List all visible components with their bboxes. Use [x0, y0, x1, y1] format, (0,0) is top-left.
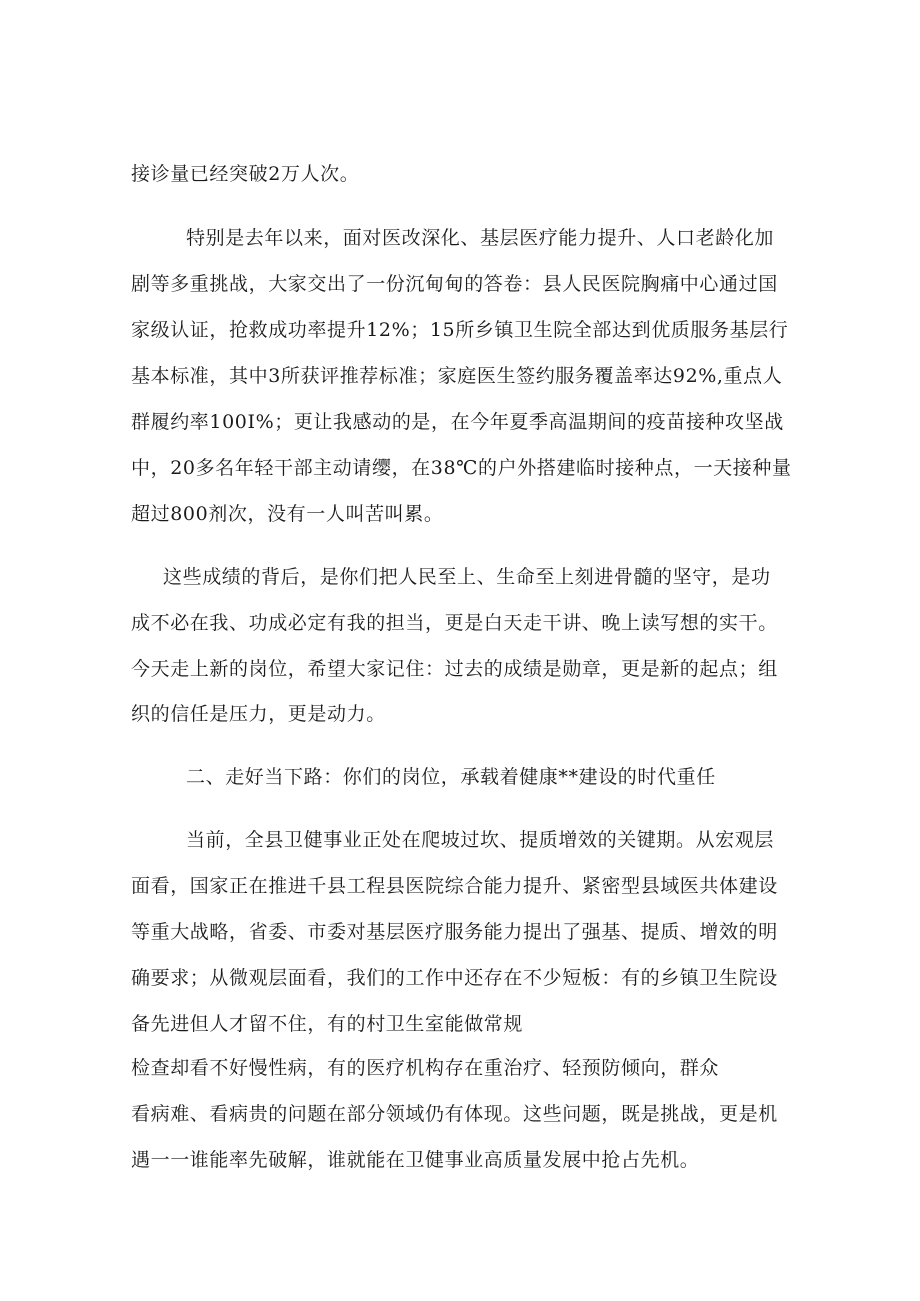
text-line: 接诊量已经突破2万人次。 — [131, 163, 360, 185]
text-line: 织的信任是压力，更是动力。 — [131, 703, 386, 725]
text-line: 基本标准，其中3所获评推荐标准；家庭医生签约服务覆盖率达92%,重点人 — [131, 365, 783, 387]
text-line: 剧等多重挑战，大家交出了一份沉甸甸的答卷：县人民医院胸痛中心通过国 — [131, 273, 778, 295]
text-line: 看病难、看病贵的问题在部分领域仍有体现。这些问题，既是挑战，更是机 — [131, 1103, 778, 1125]
text-line: 超过800剂次，没有一人叫苦叫累。 — [131, 503, 444, 525]
text-line: 成不必在我、功成必定有我的担当，更是白天走干讲、晚上读写想的实干。 — [131, 612, 778, 634]
text-line: 等重大战略，省委、市委对基层医疗服务能力提出了强基、提质、增效的明 — [131, 921, 778, 943]
text-line: 当前，全县卫健事业正处在爬坡过坎、提质增效的关键期。从宏观层 — [186, 829, 775, 851]
text-line: 遇一一谁能率先破解，谁就能在卫健事业高质量发展中抢占先机。 — [131, 1149, 700, 1171]
text-line: 今天走上新的岗位，希望大家记住：过去的成绩是勋章，更是新的起点；组 — [131, 658, 778, 680]
text-line: 家级认证，抢救成功率提升12%；15所乡镇卫生院全部达到优质服务基层行 — [131, 319, 789, 341]
text-line: 检查却看不好慢性病，有的医疗机构存在重治疗、轻预防倾向，群众 — [131, 1057, 720, 1079]
text-line: 群履约率100I%；更让我感动的是，在今年夏季高温期间的疫苗接种攻坚战 — [131, 411, 784, 433]
text-line: 面看，国家正在推进千县工程县医院综合能力提升、紧密型县域医共体建设 — [131, 875, 778, 897]
text-line: 中，20多名年轻干部主动请缨，在38℃的户外搭建临时接种点，一天接种量 — [131, 457, 792, 479]
text-line: 备先进但人才留不住，有的村卫生室能做常规 — [131, 1013, 524, 1035]
text-line: 特别是去年以来，面对医改深化、基层医疗能力提升、人口老龄化加 — [186, 227, 775, 249]
text-line: 这些成绩的背后，是你们把人民至上、生命至上刻进骨髓的坚守，是功 — [163, 566, 771, 588]
section-heading: 二、走好当下路：你们的岗位，承载着健康**建设的时代重任 — [186, 766, 716, 788]
text-line: 确要求；从微观层面看，我们的工作中还存在不少短板：有的乡镇卫生院设 — [131, 967, 778, 989]
